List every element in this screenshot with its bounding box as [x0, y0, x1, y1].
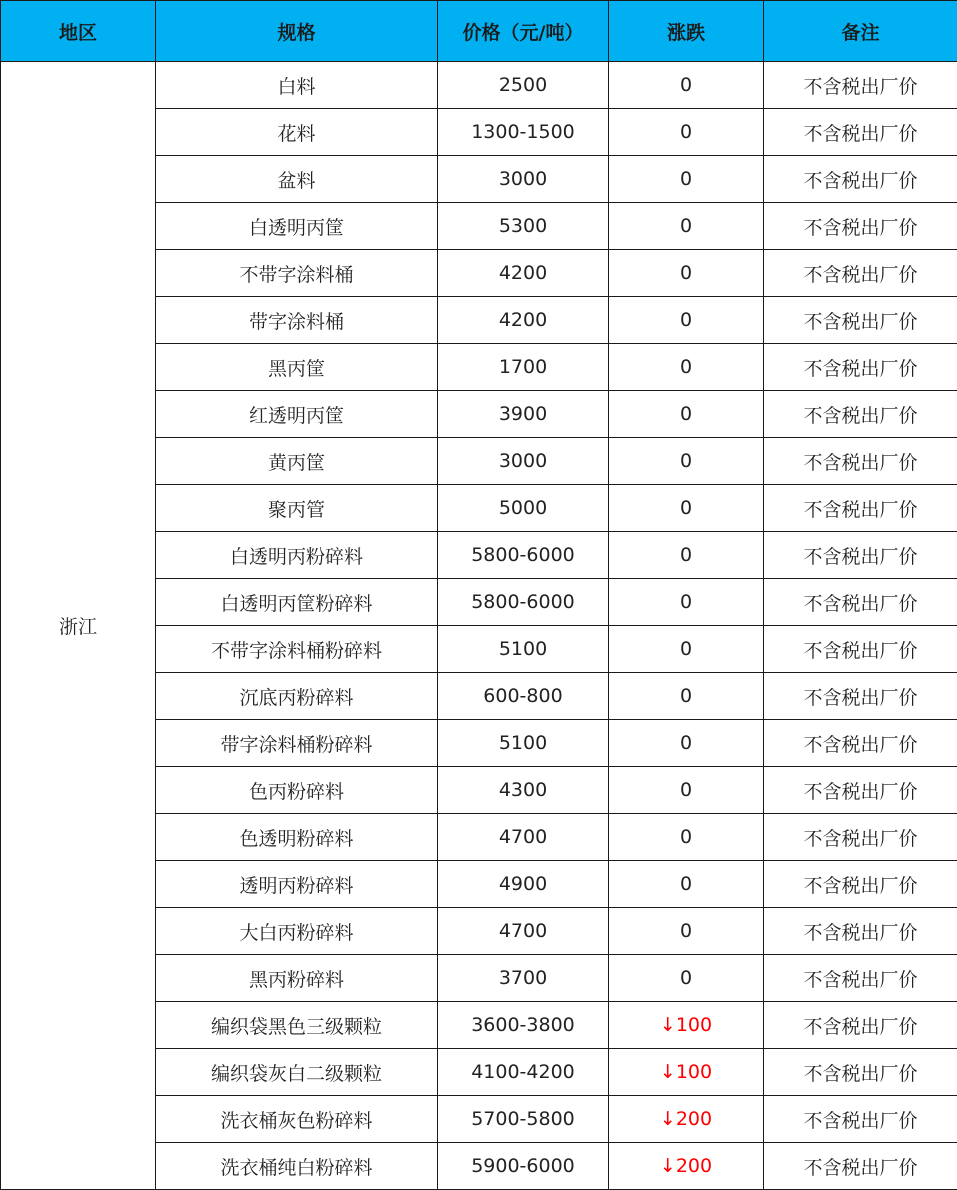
header-price: 价格（元/吨） [438, 1, 609, 62]
change-cell: 0 [609, 203, 764, 250]
spec-cell: 色丙粉碎料 [156, 767, 438, 814]
price-cell: 5800-6000 [438, 579, 609, 626]
header-change: 涨跌 [609, 1, 764, 62]
price-cell: 4900 [438, 861, 609, 908]
note-cell: 不含税出厂价 [764, 485, 957, 532]
note-cell: 不含税出厂价 [764, 344, 957, 391]
price-cell: 5100 [438, 626, 609, 673]
change-cell: 0 [609, 955, 764, 1002]
note-cell: 不含税出厂价 [764, 1143, 957, 1190]
price-cell: 600-800 [438, 673, 609, 720]
note-cell: 不含税出厂价 [764, 767, 957, 814]
header-region: 地区 [1, 1, 156, 62]
change-cell: 0 [609, 861, 764, 908]
spec-cell: 白透明丙粉碎料 [156, 532, 438, 579]
spec-cell: 带字涂料桶粉碎料 [156, 720, 438, 767]
price-cell: 5900-6000 [438, 1143, 609, 1190]
spec-cell: 不带字涂料桶粉碎料 [156, 626, 438, 673]
change-cell: ↓100 [609, 1002, 764, 1049]
change-cell: 0 [609, 626, 764, 673]
spec-cell: 不带字涂料桶 [156, 250, 438, 297]
spec-cell: 透明丙粉碎料 [156, 861, 438, 908]
price-cell: 4100-4200 [438, 1049, 609, 1096]
price-cell: 3700 [438, 955, 609, 1002]
change-cell: 0 [609, 814, 764, 861]
note-cell: 不含税出厂价 [764, 438, 957, 485]
spec-cell: 黑丙筐 [156, 344, 438, 391]
header-spec: 规格 [156, 1, 438, 62]
spec-cell: 黑丙粉碎料 [156, 955, 438, 1002]
change-cell: 0 [609, 485, 764, 532]
price-cell: 5800-6000 [438, 532, 609, 579]
price-cell: 5300 [438, 203, 609, 250]
note-cell: 不含税出厂价 [764, 1002, 957, 1049]
change-cell: 0 [609, 297, 764, 344]
note-cell: 不含税出厂价 [764, 391, 957, 438]
price-cell: 1300-1500 [438, 109, 609, 156]
price-cell: 4200 [438, 297, 609, 344]
change-cell: 0 [609, 438, 764, 485]
change-cell: 0 [609, 767, 764, 814]
spec-cell: 花料 [156, 109, 438, 156]
price-cell: 4300 [438, 767, 609, 814]
price-cell: 5000 [438, 485, 609, 532]
spec-cell: 大白丙粉碎料 [156, 908, 438, 955]
price-cell: 4200 [438, 250, 609, 297]
note-cell: 不含税出厂价 [764, 955, 957, 1002]
price-cell: 3000 [438, 156, 609, 203]
change-cell: 0 [609, 156, 764, 203]
note-cell: 不含税出厂价 [764, 109, 957, 156]
price-cell: 3000 [438, 438, 609, 485]
region-cell: 浙江 [1, 62, 156, 1190]
note-cell: 不含税出厂价 [764, 579, 957, 626]
change-cell: 0 [609, 344, 764, 391]
price-cell: 3600-3800 [438, 1002, 609, 1049]
spec-cell: 白料 [156, 62, 438, 109]
change-cell: ↓200 [609, 1096, 764, 1143]
price-cell: 5100 [438, 720, 609, 767]
change-cell: 0 [609, 908, 764, 955]
table-row [1, 62, 957, 109]
note-cell: 不含税出厂价 [764, 1096, 957, 1143]
note-cell: 不含税出厂价 [764, 720, 957, 767]
change-cell: 0 [609, 391, 764, 438]
header-note: 备注 [764, 1, 957, 62]
price-cell: 2500 [438, 62, 609, 109]
spec-cell: 带字涂料桶 [156, 297, 438, 344]
price-cell: 4700 [438, 908, 609, 955]
spec-cell: 聚丙管 [156, 485, 438, 532]
change-cell: 0 [609, 720, 764, 767]
note-cell: 不含税出厂价 [764, 673, 957, 720]
spec-cell: 洗衣桶灰色粉碎料 [156, 1096, 438, 1143]
spec-cell: 红透明丙筐 [156, 391, 438, 438]
spec-cell: 洗衣桶纯白粉碎料 [156, 1143, 438, 1190]
note-cell: 不含税出厂价 [764, 532, 957, 579]
table-body [1, 62, 957, 1190]
change-cell: 0 [609, 250, 764, 297]
table-header [1, 1, 957, 62]
price-cell: 5700-5800 [438, 1096, 609, 1143]
spec-cell: 盆料 [156, 156, 438, 203]
spec-cell: 白透明丙筐 [156, 203, 438, 250]
note-cell: 不含税出厂价 [764, 156, 957, 203]
price-cell: 4700 [438, 814, 609, 861]
change-cell: 0 [609, 109, 764, 156]
note-cell: 不含税出厂价 [764, 908, 957, 955]
spec-cell: 色透明粉碎料 [156, 814, 438, 861]
price-cell: 3900 [438, 391, 609, 438]
spec-cell: 黄丙筐 [156, 438, 438, 485]
note-cell: 不含税出厂价 [764, 626, 957, 673]
change-cell: 0 [609, 579, 764, 626]
change-cell: ↓100 [609, 1049, 764, 1096]
note-cell: 不含税出厂价 [764, 62, 957, 109]
change-cell: 0 [609, 532, 764, 579]
spec-cell: 编织袋灰白二级颗粒 [156, 1049, 438, 1096]
price-cell: 1700 [438, 344, 609, 391]
note-cell: 不含税出厂价 [764, 297, 957, 344]
spec-cell: 白透明丙筐粉碎料 [156, 579, 438, 626]
note-cell: 不含税出厂价 [764, 1049, 957, 1096]
note-cell: 不含税出厂价 [764, 250, 957, 297]
note-cell: 不含税出厂价 [764, 203, 957, 250]
change-cell: 0 [609, 62, 764, 109]
note-cell: 不含税出厂价 [764, 861, 957, 908]
header-row [1, 1, 957, 62]
spec-cell: 编织袋黑色三级颗粒 [156, 1002, 438, 1049]
change-cell: ↓200 [609, 1143, 764, 1190]
spec-cell: 沉底丙粉碎料 [156, 673, 438, 720]
note-cell: 不含税出厂价 [764, 814, 957, 861]
change-cell: 0 [609, 673, 764, 720]
